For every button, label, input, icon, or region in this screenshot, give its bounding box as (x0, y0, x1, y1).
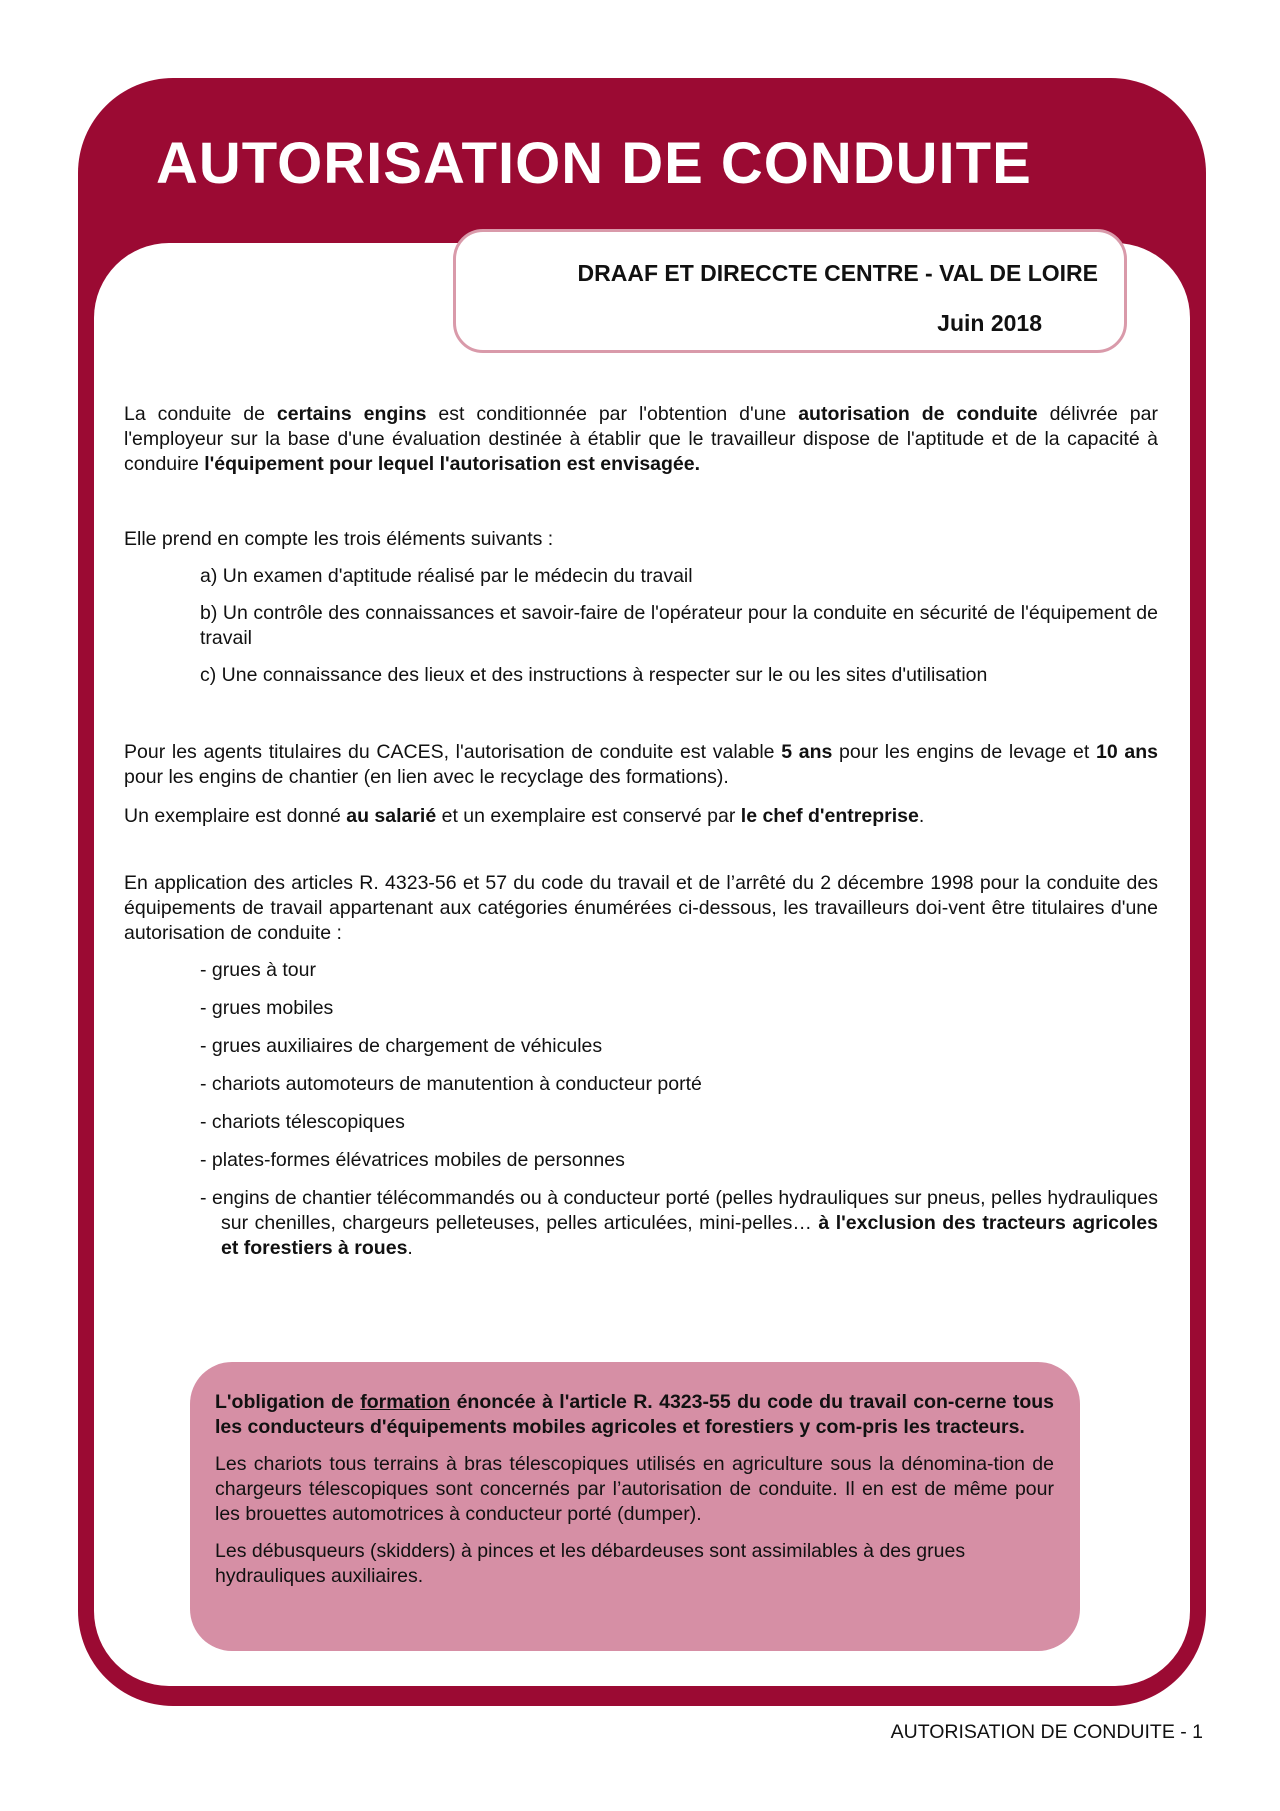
list-item: - engins de chantier télécommandés ou à conducteur porté (pelles hydrauliques sur pneus, pelles hydrauliques sur chenilles, chargeurs pelleteuses, pelles articulées, mini-pelles… à l'exclusion des tracteurs agricoles et forestiers à roues. (200, 1187, 1158, 1259)
callout-skidders: Les débusqueurs (skidders) à pinces et les débardeuses sont assimilables à des grues hydrauliques auxiliaires. (215, 1540, 966, 1587)
list-item: - grues à tour (200, 959, 316, 981)
organisation-name: DRAAF ET DIRECCTE CENTRE - VAL DE LOIRE (577, 260, 1098, 286)
list-item: - chariots automoteurs de manutention à conducteur porté (200, 1073, 702, 1095)
list-item: b) Un contrôle des connaissances et savoir-faire de l'opérateur pour la conduite en sécurité de l'équipement de travail (200, 602, 1158, 649)
list-item: - grues mobiles (200, 997, 334, 1019)
list-item: - grues auxiliaires de chargement de véhicules (200, 1035, 603, 1057)
intro-paragraph: La conduite de certains engins est conditionnée par l'obtention d'une autorisation de conduite délivrée par l'employeur sur la base d'une évaluation destinée à établir que le travailleur dispose de l'aptitude et de la capacité à conduire l'équipement pour lequel l'autorisation est envisagée. (124, 403, 1158, 475)
header-info-box (453, 229, 1127, 353)
page-title: AUTORISATION DE CONDUITE (156, 131, 1032, 196)
list-item: - chariots télescopiques (200, 1111, 405, 1133)
validity-paragraph: Pour les agents titulaires du CACES, l'autorisation de conduite est valable 5 ans pour les engins de levage et 10 ans pour les engins de chantier (en lien avec le recyclage des formations). (124, 741, 1158, 788)
publication-date: Juin 2018 (937, 310, 1042, 336)
application-paragraph: En application des articles R. 4323-56 et 57 du code du travail et de l’arrêté du 2 décembre 1998 pour la conduite des équipements de travail appartenant aux catégories énumérées ci-dessous, les travailleurs doi-vent être titulaires d'une autorisation de conduite : (124, 872, 1158, 944)
callout-obligation: L'obligation de formation énoncée à l'article R. 4323-55 du code du travail con-cerne tous les conducteurs d'équipements mobiles agricoles et forestiers y com-pris les tracteurs. (215, 1391, 1055, 1438)
training-callout (190, 1362, 1080, 1651)
formation-link: formation (360, 1391, 451, 1413)
copies-paragraph: Un exemplaire est donné au salarié et un exemplaire est conservé par le chef d'entreprise. (124, 805, 925, 827)
list-item: c) Une connaissance des lieux et des instructions à respecter sur le ou les sites d'utilisation (200, 664, 988, 686)
page-footer: AUTORISATION DE CONDUITE - 1 (890, 1721, 1203, 1743)
callout-telescopic: Les chariots tous terrains à bras télescopiques utilisés en agriculture sous la dénomina-tion de chargeurs télescopiques sont concernés par l’autorisation de conduite. Il en est de même pour les brouettes automotrices à conducteur porté (dumper). (215, 1453, 1054, 1525)
main-content (124, 402, 1158, 1261)
elements-lead: Elle prend en compte les trois éléments suivants : (124, 528, 554, 550)
list-item: - plates-formes élévatrices mobiles de personnes (200, 1149, 625, 1171)
list-item: a) Un examen d'aptitude réalisé par le médecin du travail (200, 565, 693, 587)
